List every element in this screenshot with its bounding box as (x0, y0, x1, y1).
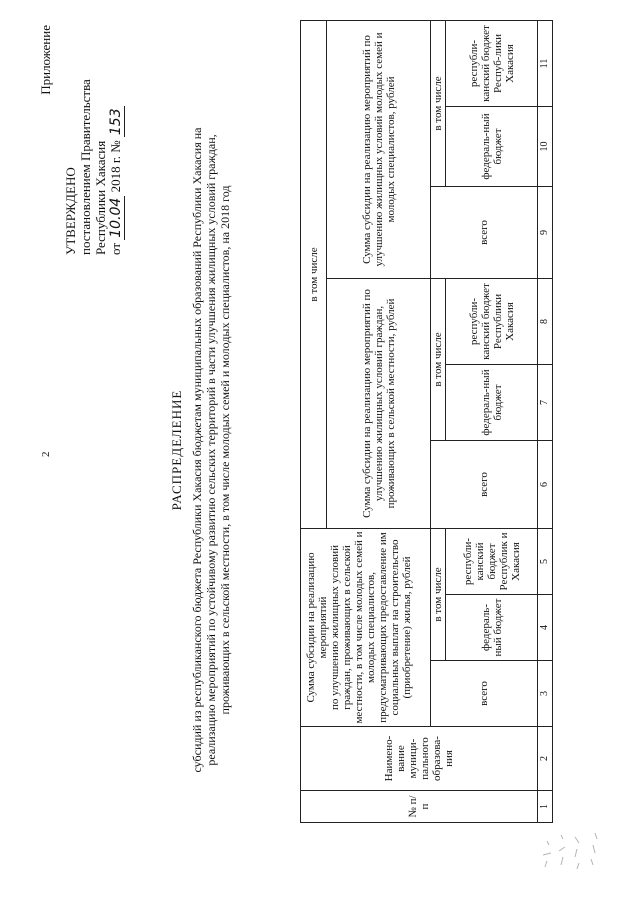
header-sum-main-body: по улучшению жилищных условий граждан, проживающих в сельской местности, в том числе молодых семей и молодых специалистов, предусматривающих предоставление им социальных выплат на строительство (приобретение) жилья, рублей (329, 531, 413, 724)
col-num-10: 10 (538, 107, 553, 187)
header-republic-5: республи-канский бюджет Республик и Хакасия (446, 529, 538, 595)
header-republic-8: республи-канский бюджет Республики Хакасия (446, 279, 538, 365)
col-num-4: 4 (538, 595, 553, 661)
title-heading: РАСПРЕДЕЛЕНИЕ (169, 389, 184, 511)
header-including: в том числе (301, 20, 327, 528)
title-line-2: реализацию мероприятий по устойчивому развитию сельских территорий в части улучшения жилищных условий граждан, (204, 134, 218, 766)
col-num-1: 1 (538, 791, 553, 823)
header-incl-4-5: в том числе (431, 529, 446, 661)
header-num: № п/п (301, 791, 538, 823)
header-federal-10: федераль-ный бюджет (446, 107, 538, 187)
col-num-11: 11 (538, 20, 553, 106)
header-total-9: всего (431, 187, 538, 279)
col-num-5: 5 (538, 529, 553, 595)
distribution-table (300, 20, 553, 823)
approval-block (38, 25, 124, 255)
col-num-9: 9 (538, 187, 553, 279)
header-incl-7-8: в том числе (431, 279, 446, 441)
title-line-1: субсидий из республиканского бюджета Республики Хакасия бюджетам муниципальных образований Республики Хакасия на (190, 127, 204, 773)
header-name: Наимено-вание муници-пального образова-ния (301, 727, 538, 791)
year-text: 2018 г. (108, 156, 123, 193)
approval-line-1: постановлением Правительства (78, 79, 93, 255)
distribution-table-wrap (300, 21, 553, 823)
appendix-label: Приложение (38, 25, 53, 95)
handwritten-date: 10.04 (108, 197, 124, 238)
header-sum-young: Сумма субсидии на реализацию мероприятий по улучшению жилищных условий молодых семей и молодых специалистов, рублей (327, 20, 431, 278)
approval-line-2: Республики Хакасия (93, 140, 108, 255)
header-sum-main-title: Сумма субсидии на реализацию мероприятий (305, 552, 329, 703)
col-num-3: 3 (538, 661, 553, 727)
number-label: № (108, 140, 123, 153)
col-num-7: 7 (538, 365, 553, 441)
document-title (170, 25, 232, 875)
column-number-row (538, 20, 553, 822)
page-number: 2 (40, 451, 52, 457)
header-sum-main (301, 529, 431, 727)
col-num-6: 6 (538, 441, 553, 529)
approval-date-line (108, 25, 124, 255)
header-total-3: всего (431, 661, 538, 727)
header-federal-4: федераль-ный бюджет (446, 595, 538, 661)
handwritten-number: 153 (108, 108, 124, 136)
header-sum-rural: Сумма субсидии на реализацию мероприятий по улучшению жилищных условий граждан, проживающих в сельской местности, рублей (327, 279, 431, 529)
header-federal-7: федераль-ный бюджет (446, 365, 538, 441)
header-republic-11: республи-канский бюджет Респуб-лики Хакасия (446, 20, 538, 106)
header-total-6: всего (431, 441, 538, 529)
approved-label: УТВЕРЖДЕНО (63, 167, 78, 255)
title-line-3: проживающих в сельской местности, в том числе молодых семей и молодых специалистов, на 2018 год (218, 185, 232, 715)
header-incl-10-11: в том числе (431, 20, 446, 186)
col-num-2: 2 (538, 727, 553, 791)
from-label: от (108, 242, 123, 255)
col-num-8: 8 (538, 279, 553, 365)
scan-artifact (535, 820, 610, 875)
